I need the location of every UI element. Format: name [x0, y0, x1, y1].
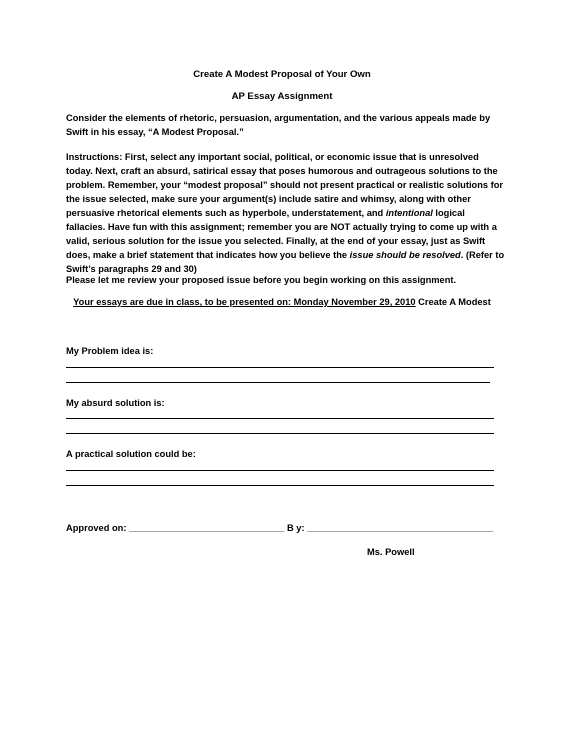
- approved-by-field: [287, 523, 493, 533]
- instructions-italic-resolved: issue should be resolved: [349, 250, 461, 260]
- instructions-text-3: . (Refer to Swift’s paragraphs 29 and 30): [66, 250, 505, 274]
- absurd-answer-line-2[interactable]: [66, 433, 494, 434]
- practical-answer-line-2[interactable]: [66, 485, 494, 486]
- teacher-name: Ms. Powell: [367, 547, 415, 557]
- approved-by-blank[interactable]: ____________________________________: [307, 523, 494, 533]
- approved-by-label: B y:: [287, 523, 308, 533]
- intro-paragraph: Consider the elements of rhetoric, persuasion, argumentation, and the various appeals made by Swift in his essay, “A Modest Proposal.”: [66, 113, 491, 137]
- due-date-underlined: Your essays are due in class, to be presented on: Monday November 29, 2010: [73, 297, 416, 307]
- approved-on-label: Approved on:: [66, 523, 130, 533]
- absurd-answer-line-1[interactable]: [66, 418, 494, 419]
- problem-answer-line-1[interactable]: [66, 367, 494, 368]
- document-title: Create A Modest Proposal of Your Own: [193, 69, 371, 80]
- due-date-line: [0, 297, 564, 307]
- approved-on-field: [66, 523, 284, 533]
- instructions-italic-intentional: intentional: [385, 208, 433, 218]
- instructions-text-1: Instructions: First, select any important social, political, or economic issue that is unresolved today. Next, craft an absurd, satirical essay that poses humorous and outrageous solutions to the problem. Remember, your “modest proposal” should not present practical or realistic solutions for the issue selected, make sure your argument(s) include satire and whimsy, along with other persuasive rhetorical elements such as hyperbole, understatement, and: [66, 152, 504, 218]
- approved-on-blank[interactable]: ______________________________: [129, 523, 285, 533]
- practical-answer-line-1[interactable]: [66, 470, 494, 471]
- instructions-paragraph: [66, 150, 506, 276]
- problem-idea-label: My Problem idea is:: [66, 346, 154, 356]
- problem-answer-line-2[interactable]: [66, 382, 490, 383]
- document-subtitle: AP Essay Assignment: [231, 91, 333, 102]
- due-date-trailing: Create A Modest: [415, 297, 491, 307]
- practical-solution-label: A practical solution could be:: [66, 449, 196, 459]
- absurd-solution-label: My absurd solution is:: [66, 398, 165, 408]
- instructions-text-2: logical fallacies. Have fun with this assignment; remember you are NOT actually trying to come up with a valid, serious solution for the issue you selected. Finally, at the end of your essay, just as Swift does, make a brief statement that indicates how you believe the: [66, 208, 497, 260]
- review-paragraph: Please let me review your proposed issue before you begin working on this assignment.: [66, 275, 457, 285]
